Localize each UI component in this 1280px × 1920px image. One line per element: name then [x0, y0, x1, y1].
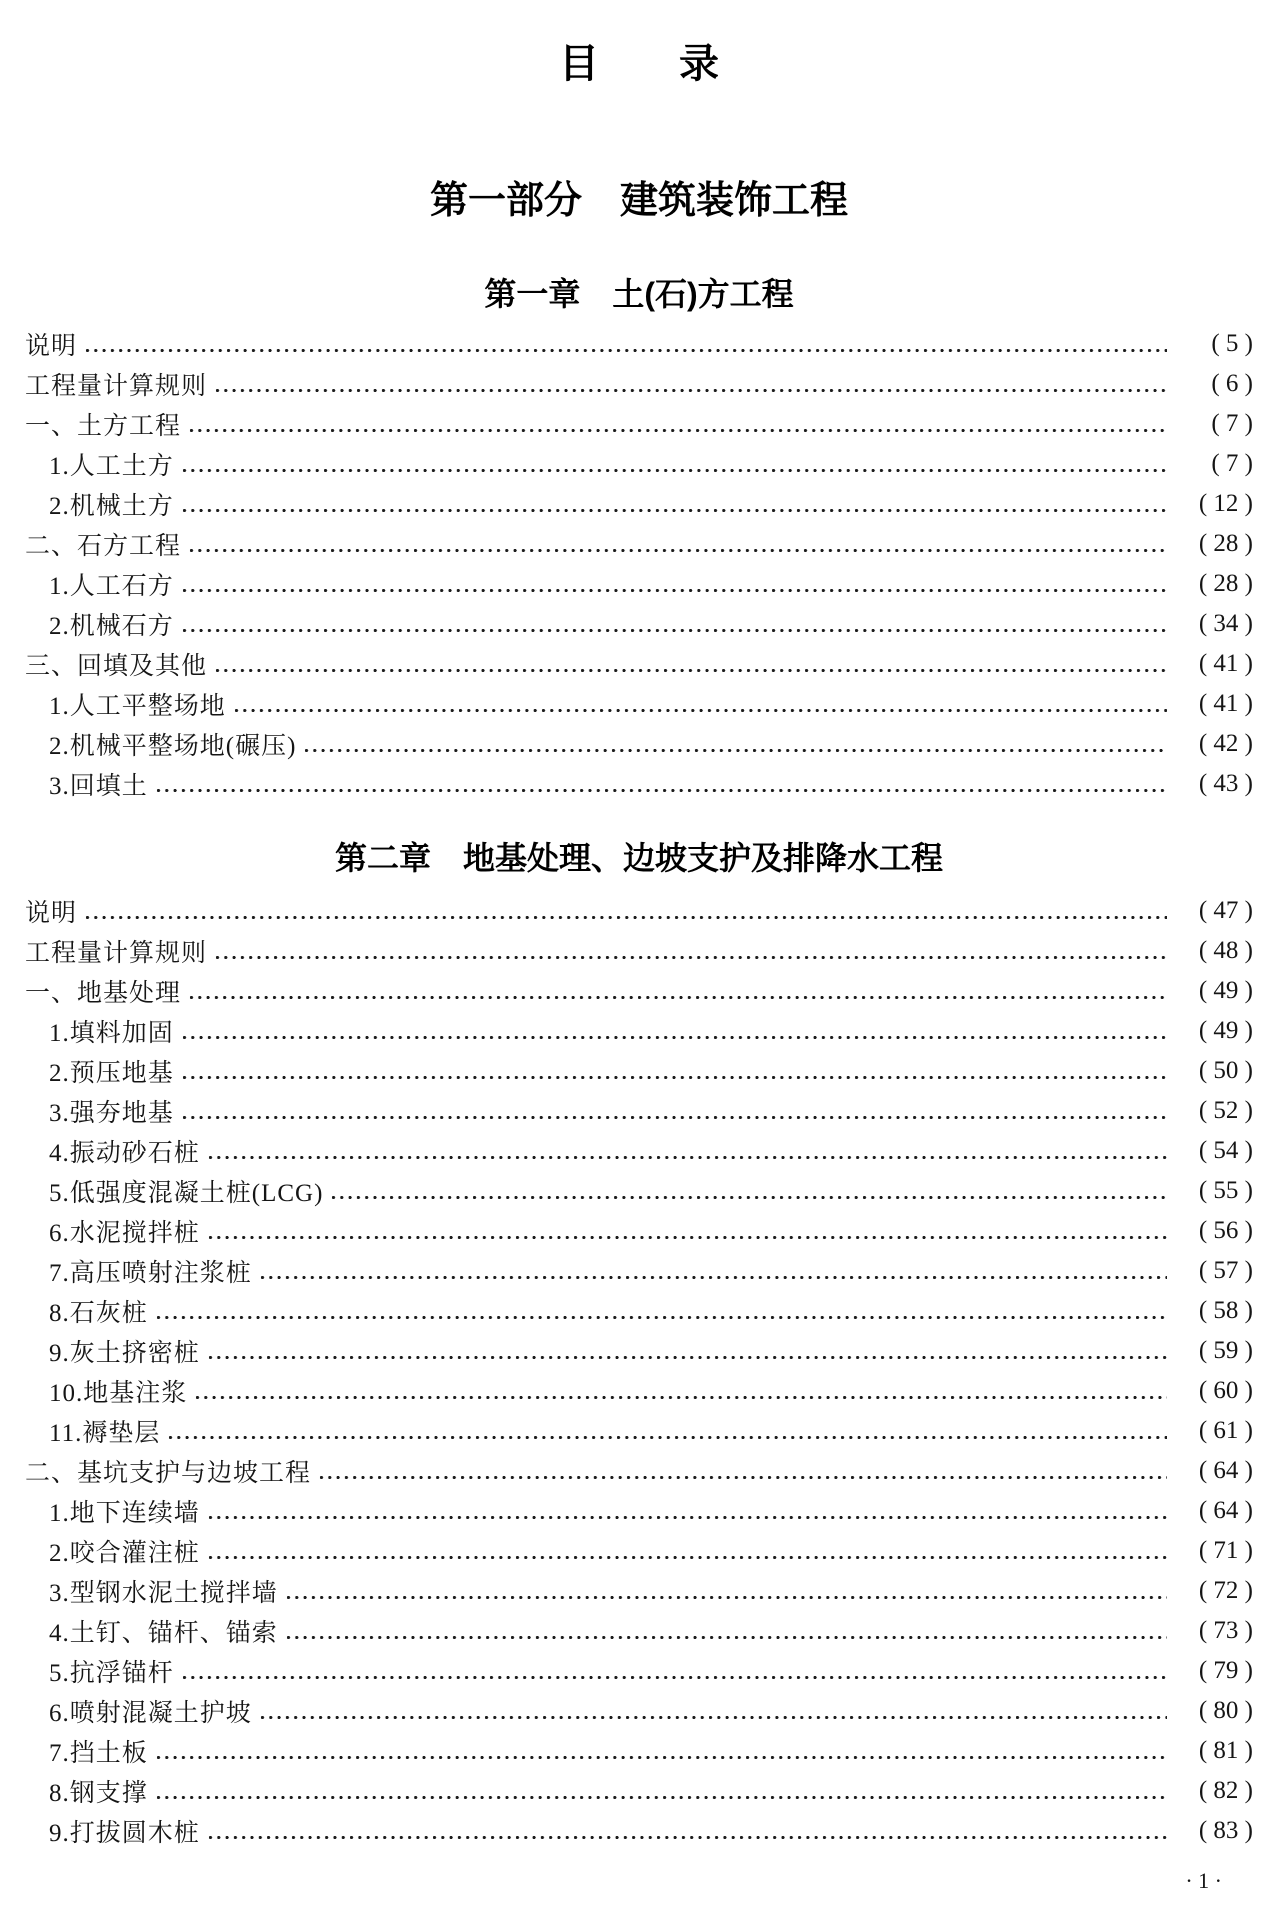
- toc-entry-label: 3.型钢水泥土搅拌墙: [49, 1580, 278, 1608]
- toc-entry-page-number: ( 5 ): [1211, 330, 1253, 358]
- toc-entry-label: 1.人工平整场地: [49, 693, 226, 721]
- toc-entry-page-number: ( 49 ): [1198, 1017, 1253, 1045]
- dotted-leader: [208, 1155, 1167, 1160]
- toc-entry-page-number: ( 79 ): [1198, 1657, 1253, 1685]
- toc-entry: [25, 564, 1253, 604]
- toc-entry-label: 1.人工土方: [49, 453, 174, 481]
- toc-entry-label: 8.石灰桩: [49, 1300, 148, 1328]
- toc-entry-label: 8.钢支撑: [49, 1780, 148, 1808]
- dotted-leader: [189, 548, 1167, 553]
- toc-entry: [25, 724, 1253, 764]
- toc-entry-page-number: ( 28 ): [1198, 530, 1253, 558]
- dotted-leader: [156, 1755, 1167, 1760]
- toc-entry-label: 一、土方工程: [25, 413, 182, 441]
- toc-entry: [25, 1371, 1253, 1411]
- toc-entry-label: 三、回填及其他: [25, 653, 208, 681]
- dotted-leader: [260, 1715, 1167, 1720]
- toc-entry: [25, 1531, 1253, 1571]
- toc-entry-page-number: ( 60 ): [1198, 1377, 1253, 1405]
- footer-page-number: · 1 ·: [1185, 1868, 1222, 1893]
- dotted-leader: [85, 915, 1167, 920]
- toc-entry-label: 4.土钉、锚杆、锚索: [49, 1620, 278, 1648]
- toc-entry-page-number: ( 58 ): [1198, 1297, 1253, 1325]
- toc-entry-label: 工程量计算规则: [25, 940, 208, 968]
- toc-entry-page-number: ( 80 ): [1198, 1697, 1253, 1725]
- toc-entry-label: 9.灰土挤密桩: [49, 1340, 200, 1368]
- toc-entry-page-number: ( 34 ): [1198, 610, 1253, 638]
- toc-entry: [25, 1291, 1253, 1331]
- toc-entry-label: 6.水泥搅拌桩: [49, 1220, 200, 1248]
- dotted-leader: [182, 1075, 1167, 1080]
- dotted-leader: [215, 668, 1167, 673]
- dotted-leader: [156, 1795, 1167, 1800]
- toc-entry-label: 说明: [25, 333, 78, 361]
- dotted-leader: [85, 348, 1167, 353]
- toc-entry: [25, 1411, 1253, 1451]
- toc-entry: [25, 684, 1253, 724]
- toc-entry-page-number: ( 41 ): [1198, 650, 1253, 678]
- dotted-leader: [215, 388, 1167, 393]
- dotted-leader: [208, 1835, 1167, 1840]
- toc-entry-page-number: ( 7 ): [1211, 410, 1253, 438]
- dotted-leader: [182, 468, 1167, 473]
- toc-entry: [25, 1491, 1253, 1531]
- toc-entry: [25, 971, 1253, 1011]
- toc-entry-label: 7.高压喷射注浆桩: [49, 1260, 252, 1288]
- dotted-leader: [182, 1035, 1167, 1040]
- toc-entry-page-number: ( 56 ): [1198, 1217, 1253, 1245]
- toc-entry: [25, 604, 1253, 644]
- toc-entry-label: 3.强夯地基: [49, 1100, 174, 1128]
- toc-entry-label: 4.振动砂石桩: [49, 1140, 200, 1168]
- toc-entry-page-number: ( 54 ): [1198, 1137, 1253, 1165]
- toc-entry: [25, 1651, 1253, 1691]
- toc-entry: [25, 524, 1253, 564]
- dotted-leader: [208, 1555, 1167, 1560]
- toc-entry: [25, 1611, 1253, 1651]
- toc-entry-label: 11.褥垫层: [49, 1420, 161, 1448]
- part-heading: 第一部分 建筑装饰工程: [429, 180, 848, 222]
- toc-entry-label: 6.喷射混凝土护坡: [49, 1700, 252, 1728]
- toc-entry-page-number: ( 49 ): [1198, 977, 1253, 1005]
- toc-entry-page-number: ( 64 ): [1198, 1457, 1253, 1485]
- toc-entry-page-number: ( 48 ): [1198, 937, 1253, 965]
- toc-entry: [25, 444, 1253, 484]
- toc-entry-page-number: ( 81 ): [1198, 1737, 1253, 1765]
- toc-entry-label: 2.机械平整场地(碾压): [49, 733, 297, 761]
- toc-entry-label: 二、石方工程: [25, 533, 182, 561]
- toc-entry: [25, 891, 1253, 931]
- toc-entry-page-number: ( 57 ): [1198, 1257, 1253, 1285]
- toc-entry-page-number: ( 59 ): [1198, 1337, 1253, 1365]
- toc-entry-page-number: ( 7 ): [1211, 450, 1253, 478]
- toc-entry-label: 2.预压地基: [49, 1060, 174, 1088]
- dotted-leader: [286, 1635, 1167, 1640]
- toc-entry-page-number: ( 64 ): [1198, 1497, 1253, 1525]
- toc-entry-label: 说明: [25, 900, 78, 928]
- dotted-leader: [234, 708, 1167, 713]
- toc-entry-label: 1.地下连续墙: [49, 1500, 200, 1528]
- toc-entry-page-number: ( 28 ): [1198, 570, 1253, 598]
- chapter-2-toc-list: [25, 891, 1253, 1851]
- toc-entry-page-number: ( 43 ): [1198, 770, 1253, 798]
- dotted-leader: [286, 1595, 1167, 1600]
- toc-entry: [25, 1131, 1253, 1171]
- toc-entry-page-number: ( 47 ): [1198, 897, 1253, 925]
- toc-entry-label: 一、地基处理: [25, 980, 182, 1008]
- dotted-leader: [195, 1395, 1167, 1400]
- chapter-1-heading: 第一章 土(石)方工程: [484, 275, 794, 312]
- dotted-leader: [215, 955, 1167, 960]
- toc-entry-page-number: ( 42 ): [1198, 730, 1253, 758]
- toc-entry-page-number: ( 71 ): [1198, 1537, 1253, 1565]
- toc-entry-label: 二、基坑支护与边坡工程: [25, 1460, 312, 1488]
- toc-entry: [25, 484, 1253, 524]
- dotted-leader: [304, 748, 1167, 753]
- toc-entry-page-number: ( 50 ): [1198, 1057, 1253, 1085]
- dotted-leader: [168, 1435, 1167, 1440]
- toc-entry-label: 工程量计算规则: [25, 373, 208, 401]
- dotted-leader: [331, 1195, 1167, 1200]
- dotted-leader: [208, 1515, 1167, 1520]
- toc-entry-page-number: ( 83 ): [1198, 1817, 1253, 1845]
- chapter-1-toc-list: [25, 324, 1253, 804]
- toc-entry: [25, 364, 1253, 404]
- toc-entry: [25, 1011, 1253, 1051]
- dotted-leader: [182, 508, 1167, 513]
- toc-entry-page-number: ( 12 ): [1198, 490, 1253, 518]
- toc-entry: [25, 1251, 1253, 1291]
- toc-entry-label: 10.地基注浆: [49, 1380, 188, 1408]
- dotted-leader: [182, 588, 1167, 593]
- dotted-leader: [208, 1355, 1167, 1360]
- toc-entry: [25, 1571, 1253, 1611]
- toc-entry: [25, 1731, 1253, 1771]
- toc-entry-label: 7.挡土板: [49, 1740, 148, 1768]
- toc-entry: [25, 931, 1253, 971]
- toc-entry: [25, 404, 1253, 444]
- toc-entry: [25, 1211, 1253, 1251]
- toc-entry-page-number: ( 55 ): [1198, 1177, 1253, 1205]
- toc-entry-page-number: ( 72 ): [1198, 1577, 1253, 1605]
- dotted-leader: [189, 995, 1167, 1000]
- dotted-leader: [182, 628, 1167, 633]
- toc-entry: [25, 764, 1253, 804]
- toc-entry: [25, 324, 1253, 364]
- toc-entry-page-number: ( 6 ): [1211, 370, 1253, 398]
- chapter-2-heading: 第二章 地基处理、边坡支护及排降水工程: [334, 840, 943, 877]
- toc-entry-page-number: ( 61 ): [1198, 1417, 1253, 1445]
- dotted-leader: [156, 788, 1167, 793]
- toc-entry-label: 2.机械石方: [49, 613, 174, 641]
- dotted-leader: [260, 1275, 1167, 1280]
- toc-entry-label: 3.回填土: [49, 773, 148, 801]
- toc-entry: [25, 1171, 1253, 1211]
- toc-entry-label: 9.打拔圆木桩: [49, 1820, 200, 1848]
- dotted-leader: [319, 1475, 1167, 1480]
- toc-entry-page-number: ( 52 ): [1198, 1097, 1253, 1125]
- toc-entry: [25, 1051, 1253, 1091]
- dotted-leader: [182, 1115, 1167, 1120]
- toc-entry: [25, 644, 1253, 684]
- dotted-leader: [189, 428, 1167, 433]
- toc-entry-label: 1.填料加固: [49, 1020, 174, 1048]
- toc-entry-label: 5.低强度混凝土桩(LCG): [49, 1180, 324, 1208]
- toc-entry: [25, 1331, 1253, 1371]
- toc-entry-label: 5.抗浮锚杆: [49, 1660, 174, 1688]
- toc-entry: [25, 1771, 1253, 1811]
- toc-entry: [25, 1451, 1253, 1491]
- toc-entry-page-number: ( 82 ): [1198, 1777, 1253, 1805]
- toc-entry-label: 2.咬合灌注桩: [49, 1540, 200, 1568]
- page-title: 目 录: [559, 42, 719, 86]
- toc-entry: [25, 1691, 1253, 1731]
- toc-entry: [25, 1091, 1253, 1131]
- toc-entry-page-number: ( 73 ): [1198, 1617, 1253, 1645]
- toc-entry-page-number: ( 41 ): [1198, 690, 1253, 718]
- dotted-leader: [182, 1675, 1167, 1680]
- toc-entry-label: 1.人工石方: [49, 573, 174, 601]
- toc-entry-label: 2.机械土方: [49, 493, 174, 521]
- toc-entry: [25, 1811, 1253, 1851]
- dotted-leader: [156, 1315, 1167, 1320]
- dotted-leader: [208, 1235, 1167, 1240]
